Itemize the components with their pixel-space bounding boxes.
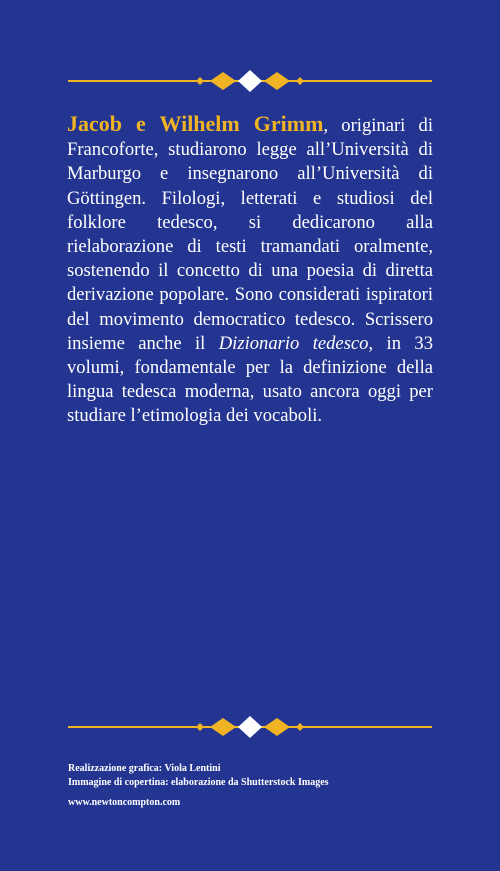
diamond-ornament-icon <box>68 69 432 93</box>
credits-block <box>68 762 468 810</box>
diamond-ornament-icon <box>68 715 432 739</box>
cover-image-credit: Immagine di copertina: elaborazione da Shutterstock Images <box>68 776 329 788</box>
bottom-ornament-divider <box>68 715 432 739</box>
work-title: Dizionario tedesco <box>218 332 369 354</box>
author-names: Jacob e Wilhelm Grimm <box>67 111 324 136</box>
bio-text-part-2: , in 33 volumi, fondamentale per la definizione della lingua tedesca moderna, usato ancora oggi per studiare l’etimologia dei vocaboli. <box>67 332 433 427</box>
publisher-website: www.newtoncompton.com <box>68 797 181 808</box>
bio-text-part-1: , originari di Francoforte, studiarono legge all’Università di Marburgo e insegnarono all’Università di Göttingen. Filologi, letterati e studiosi del folklore tedesco, si dedicarono alla rielaborazione di testi tramandati oralmente, sostenendo il concetto di una poesia di diretta derivazione popolare. Sono considerati ispiratori del movimento democratico tedesco. Scrissero insieme anche il <box>67 115 433 354</box>
author-biography <box>67 112 433 429</box>
graphic-design-credit: Realizzazione grafica: Viola Lentini <box>68 763 221 774</box>
top-ornament-divider <box>68 69 432 93</box>
